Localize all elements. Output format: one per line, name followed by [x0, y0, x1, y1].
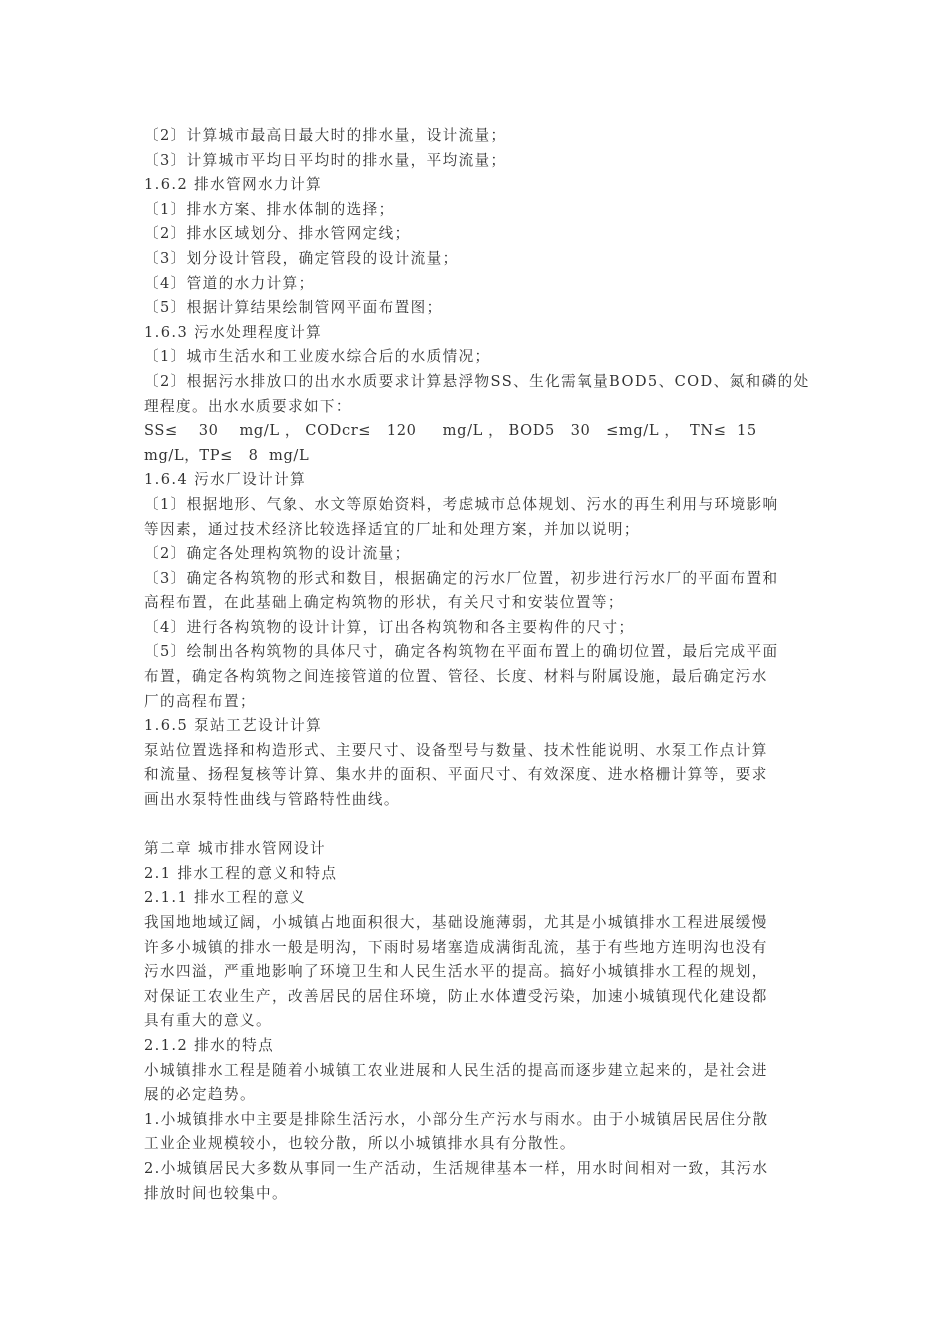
document-body: [144, 124, 809, 1206]
paragraph-gap: [144, 813, 809, 838]
paragraph-line: 对保证工农业生产，改善居民的居住环境，防止水体遭受污染，加速小城镇现代化建设都: [144, 987, 768, 1005]
list-item: 〔3〕划分设计管段，确定管段的设计流量；: [144, 249, 459, 267]
water-quality-requirements: mg/L，TP≤ 8 mg/L: [144, 446, 310, 464]
section-heading: 2.1.2 排水的特点: [144, 1036, 275, 1054]
paragraph-line: 画出水泵特性曲线与管路特性曲线。: [144, 791, 400, 809]
paragraph-line: 1.小城镇排水中主要是排除生活污水，小部分生产污水与雨水。由于小城镇居民居住分散: [144, 1110, 769, 1128]
section-heading: 1.6.5 泵站工艺设计计算: [144, 717, 323, 735]
paragraph-line: 污水四溢，严重地影响了环境卫生和人民生活水平的提高。搞好小城镇排水工程的规划，: [144, 963, 768, 981]
list-item: 〔4〕进行各构筑物的设计计算，订出各构筑物和各主要构件的尺寸；: [144, 618, 635, 636]
list-item: 〔2〕计算城市最高日最大时的排水量，设计流量；: [144, 127, 507, 144]
water-quality-requirements: SS≤ 30 mg/L ， CODcr≤ 120 mg/L ， BOD5 30 ≤mg/L ， TN≤ 15: [144, 422, 757, 440]
paragraph-line: 理程度。出水水质要求如下：: [144, 397, 352, 415]
list-item: 〔5〕根据计算结果绘制管网平面布置图；: [144, 299, 443, 317]
list-item: 〔2〕确定各处理构筑物的设计流量；: [144, 545, 411, 563]
paragraph-line: 小城镇排水工程是随着小城镇工农业进展和人民生活的提高而逐步建立起来的，是社会进: [144, 1061, 768, 1079]
paragraph-line: 排放时间也较集中。: [144, 1184, 288, 1202]
paragraph-line: 〔2〕根据污水排放口的出水水质要求计算悬浮物SS、生化需氧量BOD5、COD、氮和磷的处: [144, 372, 810, 390]
paragraph-line: 展的必定趋势。: [144, 1086, 256, 1104]
paragraph-line: 〔1〕根据地形、气象、水文等原始资料，考虑城市总体规划、污水的再生利用与环境影响: [144, 495, 779, 513]
section-heading: 2.1.1 排水工程的意义: [144, 889, 307, 907]
paragraph-line: 我国地地域辽阔，小城镇占地面积很大，基础设施薄弱，尤其是小城镇排水工程进展缓慢: [144, 914, 768, 931]
paragraph-line: 工业企业规模较小，也较分散，所以小城镇排水具有分散性。: [144, 1135, 576, 1153]
list-item: 〔1〕排水方案、排水体制的选择；: [144, 200, 395, 218]
paragraph-line: 具有重大的意义。: [144, 1012, 272, 1030]
section-heading: 2.1 排水工程的意义和特点: [144, 864, 338, 882]
paragraph-line: 高程布置，在此基础上确定构筑物的形状，有关尺寸和安装位置等；: [144, 594, 624, 612]
section-heading: 1.6.4 污水厂设计计算: [144, 471, 307, 489]
paragraph-line: 〔5〕绘制出各构筑物的具体尺寸，确定各构筑物在平面布置上的确切位置，最后完成平面: [144, 643, 779, 661]
list-item: 〔3〕计算城市平均日平均时的排水量，平均流量；: [144, 151, 507, 169]
paragraph-line: 泵站位置选择和构造形式、主要尺寸、设备型号与数量、技术性能说明、水泵工作点计算: [144, 741, 768, 759]
paragraph-line: 厂的高程布置；: [144, 692, 256, 710]
list-item: 〔1〕城市生活水和工业废水综合后的水质情况；: [144, 348, 491, 366]
paragraph-line: 等因素，通过技术经济比较选择适宜的厂址和处理方案，并加以说明；: [144, 520, 640, 538]
paragraph-line: 和流量、扬程复核等计算、集水井的面积、平面尺寸、有效深度、进水格栅计算等，要求: [144, 766, 768, 784]
paragraph-line: 布置，确定各构筑物之间连接管道的位置、管径、长度、材料与附属设施，最后确定污水: [144, 668, 768, 686]
paragraph-line: 许多小城镇的排水一般是明沟，下雨时易堵塞造成满街乱流，基于有些地方连明沟也没有: [144, 938, 768, 956]
list-item: 〔2〕排水区域划分、排水管网定线；: [144, 225, 411, 243]
paragraph-line: 〔3〕确定各构筑物的形式和数目，根据确定的污水厂位置，初步进行污水厂的平面布置和: [144, 569, 779, 587]
list-item: 〔4〕管道的水力计算；: [144, 274, 315, 292]
section-heading: 1.6.2 排水管网水力计算: [144, 176, 323, 194]
paragraph-line: 2.小城镇居民大多数从事同一生产活动，生活规律基本一样，用水时间相对一致，其污水: [144, 1159, 769, 1177]
section-heading: 1.6.3 污水处理程度计算: [144, 323, 323, 341]
chapter-heading: 第二章 城市排水管网设计: [144, 840, 326, 858]
